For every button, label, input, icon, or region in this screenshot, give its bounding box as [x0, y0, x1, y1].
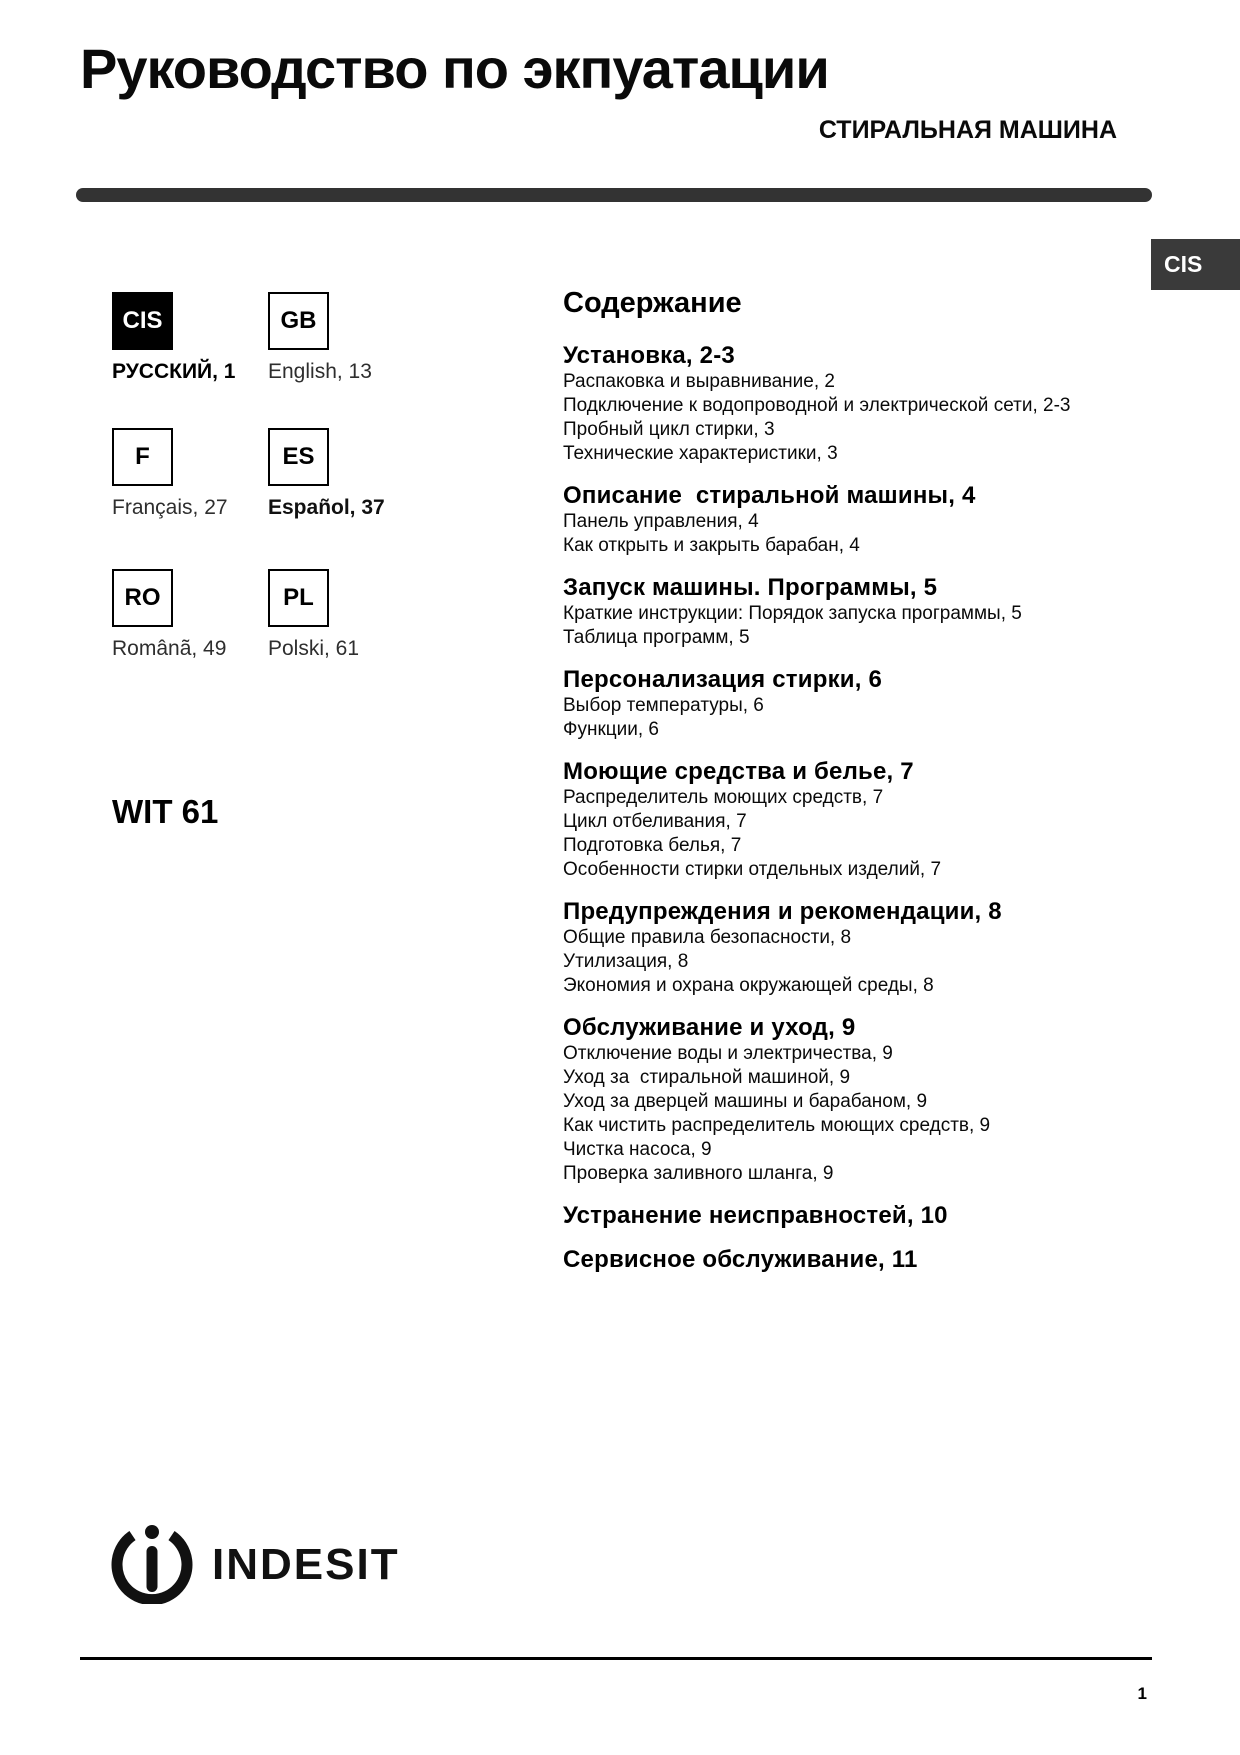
toc-heading: Содержание: [563, 287, 742, 319]
toc-section-title: Описание стиральной машины, 4: [563, 482, 976, 509]
toc-section-installation: [563, 342, 1071, 466]
toc-item: Уход за стиральной машиной, 9: [563, 1067, 851, 1088]
toc-section-detergents: [563, 758, 1033, 882]
toc-section-maintenance: [563, 1014, 1033, 1186]
language-box-ro: RO: [112, 569, 173, 627]
toc-item: Подключение к водопроводной и электрической сети, 2-3: [563, 395, 1071, 416]
toc-section-personalization: [563, 666, 1033, 742]
language-cell-spanish: [268, 428, 428, 520]
toc-section-warnings: [563, 898, 1033, 998]
toc-section-troubleshooting: [563, 1202, 1033, 1230]
page-number: 1: [1137, 1684, 1147, 1703]
language-box-cis: CIS: [112, 292, 173, 350]
language-cell-english: [268, 292, 428, 384]
language-box-gb: GB: [268, 292, 329, 350]
toc-section-title: Запуск машины. Программы, 5: [563, 574, 938, 601]
toc-item: Таблица программ, 5: [563, 627, 750, 648]
toc-section-title: Моющие средства и белье, 7: [563, 758, 914, 785]
toc-item: Выбор температуры, 6: [563, 695, 764, 716]
toc-section-programs: [563, 574, 1033, 650]
toc-item: Общие правила безопасности, 8: [563, 927, 852, 948]
toc-item: Проверка заливного шланга, 9: [563, 1163, 834, 1184]
toc-item: Панель управления, 4: [563, 511, 759, 532]
indesit-logo: [110, 1520, 400, 1604]
language-label-english: English, 13: [268, 360, 372, 383]
toc-item: Уход за дверцей машины и барабаном, 9: [563, 1091, 928, 1112]
toc-item: Экономия и охрана окружающей среды, 8: [563, 975, 934, 996]
toc-item: Как открыть и закрыть барабан, 4: [563, 535, 860, 556]
toc-item: Функции, 6: [563, 719, 659, 740]
language-label-polish: Polski, 61: [268, 637, 360, 660]
model-number: WIT 61: [112, 793, 219, 830]
toc-section-description: [563, 482, 1033, 558]
toc-section-title: Предупреждения и рекомендации, 8: [563, 898, 1002, 925]
toc-section-title: Сервисное обслуживание, 11: [563, 1246, 918, 1273]
toc-item: Технические характеристики, 3: [563, 443, 838, 464]
toc-item: Чистка насоса, 9: [563, 1139, 712, 1160]
table-of-contents: [563, 286, 1071, 1274]
toc-item: Отключение воды и электричества, 9: [563, 1043, 893, 1064]
language-box-es: ES: [268, 428, 329, 486]
cis-tab-label: CIS: [1164, 251, 1203, 277]
indesit-wordmark: INDESIT: [212, 1540, 400, 1589]
toc-section-title: Устранение неисправностей, 10: [563, 1202, 948, 1229]
language-label-french: Français, 27: [112, 496, 228, 519]
toc-section-title: Обслуживание и уход, 9: [563, 1014, 856, 1041]
cis-edge-tab: [1151, 239, 1240, 290]
toc-item: Пробный цикл стирки, 3: [563, 419, 775, 440]
toc-item: Утилизация, 8: [563, 951, 689, 972]
language-box-pl: PL: [268, 569, 329, 627]
page-title: Руководство по экпуатации: [80, 37, 829, 100]
toc-section-service: [563, 1246, 1033, 1274]
language-cell-french: [112, 428, 272, 520]
language-label-spanish: Español, 37: [268, 496, 385, 519]
toc-item: Как чистить распределитель моющих средств, 9: [563, 1115, 991, 1136]
indesit-circle-i-icon: [110, 1520, 194, 1604]
toc-item: Распаковка и выравнивание, 2: [563, 371, 835, 392]
toc-item: Распределитель моющих средств, 7: [563, 787, 884, 808]
language-cell-romanian: [112, 569, 272, 661]
toc-item: Подготовка белья, 7: [563, 835, 742, 856]
language-box-f: F: [112, 428, 173, 486]
language-label-romanian: Românã, 49: [112, 637, 227, 660]
toc-item: Краткие инструкции: Порядок запуска программы, 5: [563, 603, 1022, 624]
toc-item: Особенности стирки отдельных изделий, 7: [563, 859, 942, 880]
footer-divider: [80, 1657, 1152, 1660]
header-divider-bar: [76, 188, 1152, 202]
language-cell-polish: [268, 569, 428, 661]
document-subtitle: СТИРАЛЬНАЯ МАШИНА: [818, 116, 1117, 144]
toc-section-title: Персонализация стирки, 6: [563, 666, 883, 693]
toc-item: Цикл отбеливания, 7: [563, 811, 747, 832]
language-cell-russian: [112, 292, 272, 384]
language-label-russian: РУССКИЙ, 1: [112, 360, 236, 383]
toc-section-title: Установка, 2-3: [563, 342, 735, 369]
